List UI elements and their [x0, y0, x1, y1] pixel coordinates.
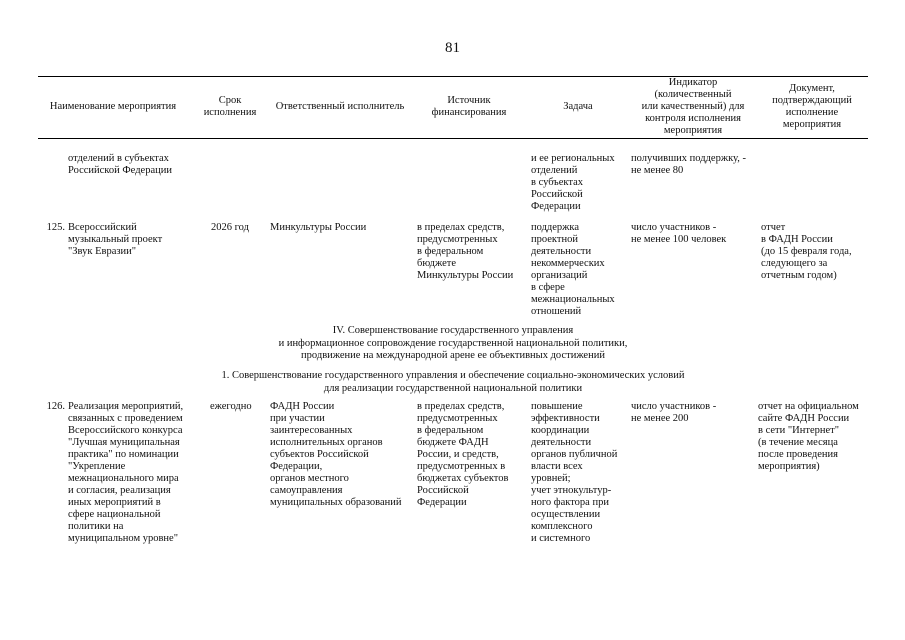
subsection-heading: 1. Совершенствование государственного управления и обеспечение социально-экономических условий для реализации государственной национальной политики — [221, 370, 685, 394]
header-funding: Источник финансирования — [431, 95, 507, 118]
section-heading: IV. Совершенствование государственного управления и информационное сопровождение государственной национальной политики, продвижение на международной арене ее объективных достижений — [278, 325, 628, 361]
cell-document: отчет на официальном сайте ФАДН России в сети "Интернет" (в течение месяца после проведения мероприятия) — [758, 401, 859, 472]
header-indicator: Индикатор (количественный или качественный) для контроля исполнения мероприятия — [641, 77, 745, 136]
cell-term: 2026 год — [211, 222, 249, 233]
cell-term: ежегодно — [210, 401, 252, 412]
cell-task: повышение эффективности координации деятельности органов публичной власти всех уровней; учет этнокультур- ного фактора при осуществлении комплексного и системного — [531, 401, 618, 544]
header-term: Срок исполнения — [203, 95, 257, 118]
cell-name: Всероссийский музыкальный проект "Звук Евразии" — [68, 222, 163, 257]
cell-document: отчет в ФАДН России (до 15 февраля года, следующего за отчетным годом) — [761, 222, 852, 281]
row-number: 126. — [46, 401, 65, 412]
cell-task: и ее региональных отделений в субъектах Российской Федерации — [531, 153, 615, 212]
header-executor: Ответственный исполнитель — [275, 101, 405, 112]
header-name: Наименование мероприятия — [49, 101, 177, 112]
cell-name: Реализация мероприятий, связанных с проведением Всероссийского конкурса "Лучшая муниципальная практика" по номинации "Укрепление межнационального мира и согласия, реализация иных мероприятий в сфере национальной политики на муниципальном уровне" — [68, 401, 184, 544]
cell-funding: в пределах средств, предусмотренных в федеральном бюджете Минкультуры России — [417, 222, 514, 281]
cell-indicator: число участников - не менее 100 человек — [631, 222, 727, 245]
cell-task: поддержка проектной деятельности некоммерческих организаций в сфере межнациональных отношений — [531, 222, 615, 317]
cell-executor: Минкультуры России — [270, 222, 367, 233]
header-task: Задача — [563, 101, 593, 112]
cell-name: отделений в субъектах Российской Федерации — [68, 153, 172, 176]
header-bottom-rule — [38, 138, 868, 139]
cell-indicator: число участников - не менее 200 — [631, 401, 717, 424]
page-number: 81 — [445, 40, 460, 56]
cell-executor: ФАДН России при участии заинтересованных исполнительных органов субъектов Российской Федерации, органов местного самоуправления муниципальных образований — [270, 401, 402, 508]
cell-funding: в пределах средств, предусмотренных в федеральном бюджете ФАДН России, и средств, предусмотренных в бюджетах субъектов Российской Федерации — [417, 401, 509, 508]
row-number: 125. — [46, 222, 65, 233]
header-document: Документ, подтверждающий исполнение мероприятия — [772, 83, 852, 130]
cell-indicator: получивших поддержку, - не менее 80 — [631, 153, 746, 176]
